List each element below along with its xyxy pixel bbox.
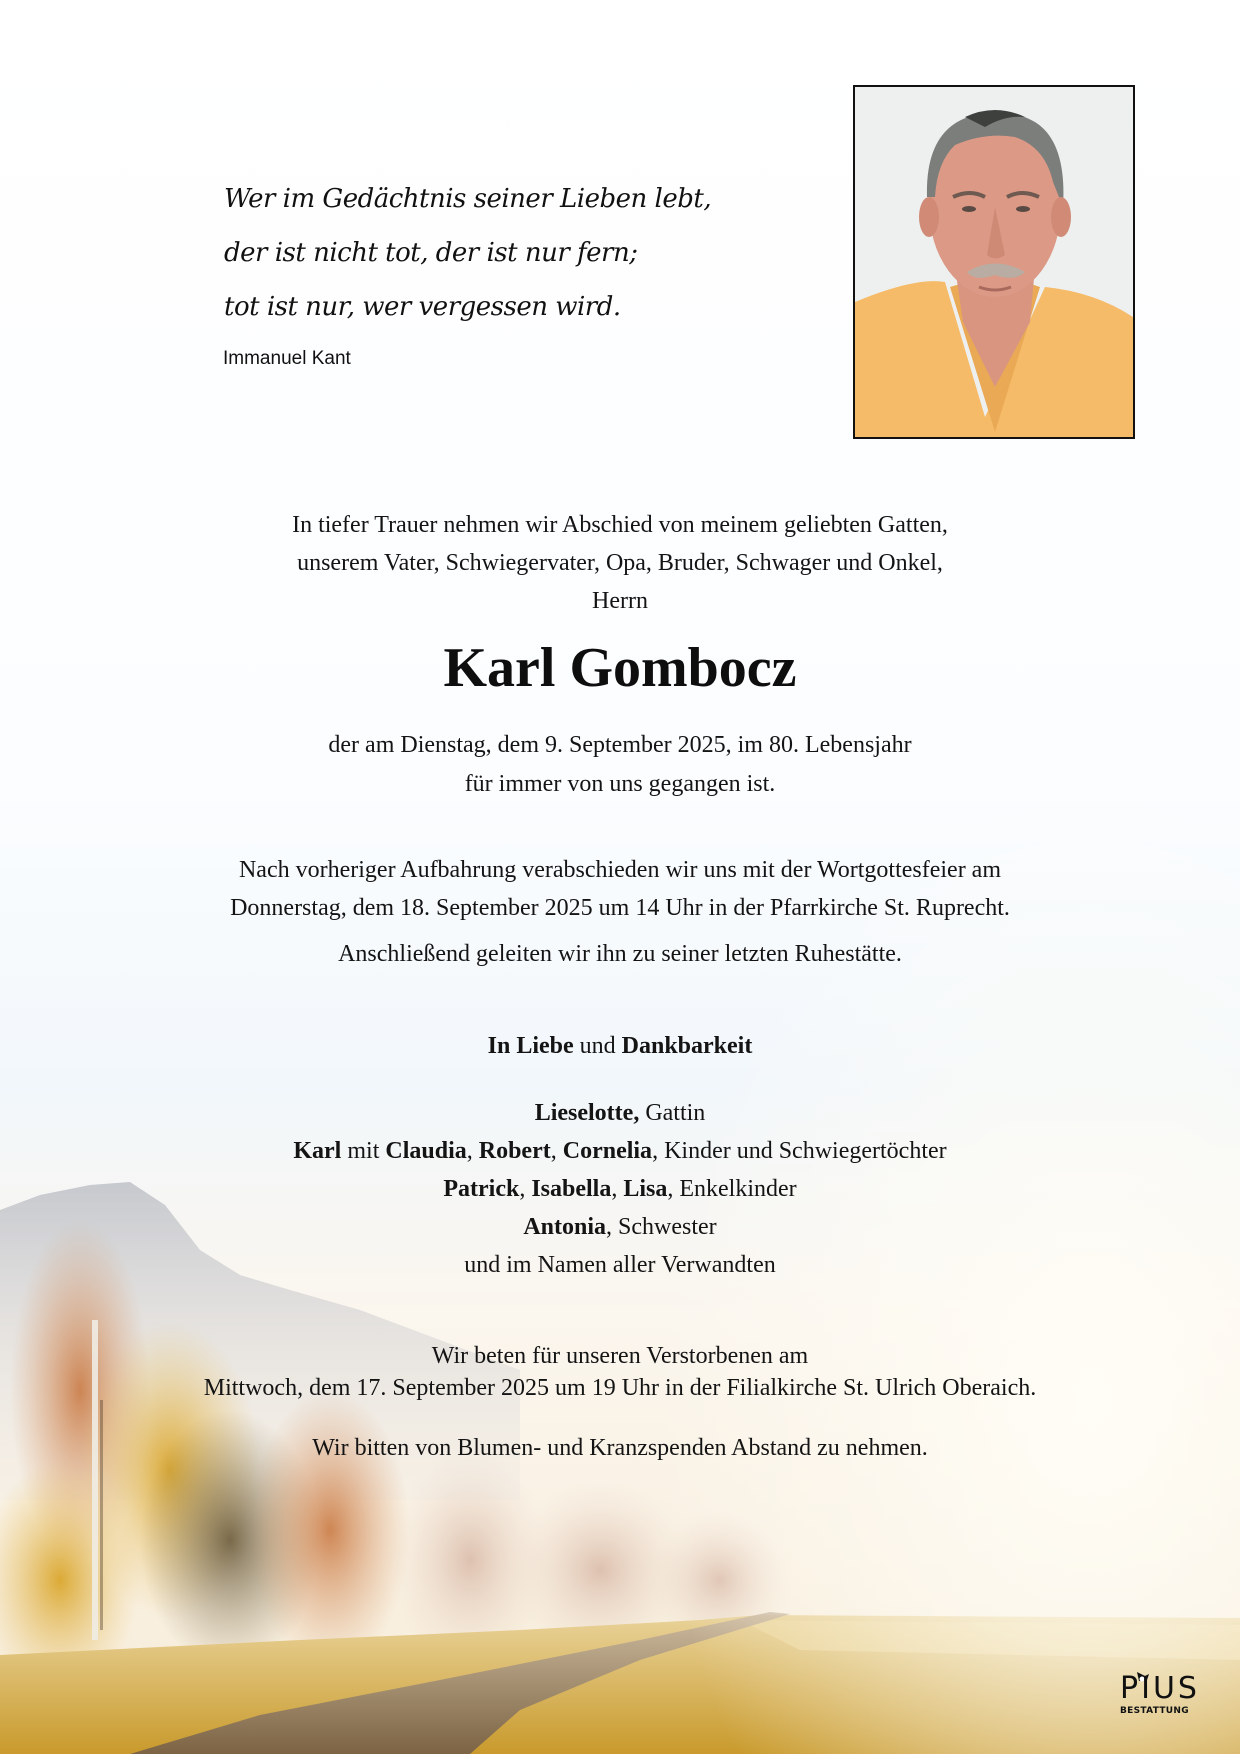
mourner-text: ,: [519, 1176, 532, 1202]
pius-bestattung-logo: [1118, 1668, 1202, 1720]
heading-text: und: [573, 1033, 622, 1059]
mourner-role: , Schwester: [606, 1214, 717, 1240]
mourner-children: [0, 1138, 1240, 1165]
deceased-name: Karl Gombocz: [443, 637, 797, 699]
mourner-name: Lieselotte,: [534, 1100, 640, 1126]
mourner-name: Antonia: [523, 1214, 607, 1240]
mourner-text: mit: [341, 1138, 386, 1164]
mourner-grandchildren: [0, 1176, 1240, 1203]
funeral-line: Anschließend geleiten wir ihn zu seiner letzten Ruhestätte.: [338, 941, 902, 967]
portrait-photo: [853, 85, 1135, 439]
logo-brand: PIUS: [1120, 1671, 1200, 1706]
mourner-role: , Enkelkinder: [667, 1176, 797, 1202]
mourner-role: , Kinder und Schwiegertöchter: [652, 1138, 947, 1164]
flowers-note: Wir bitten von Blumen- und Kranzspenden Abstand zu nehmen.: [312, 1435, 928, 1461]
quote-author: Immanuel Kant: [223, 348, 351, 369]
funeral-line: Nach vorheriger Aufbahrung verabschieden wir uns mit der Wortgottesfeier am: [238, 857, 1002, 883]
mourner-name: Isabella: [531, 1176, 612, 1202]
mourner-name: Claudia: [385, 1138, 467, 1164]
mourner-text: ,: [611, 1176, 624, 1202]
heading-bold: Dankbarkeit: [621, 1033, 753, 1059]
logo-subtitle: BESTATTUNG: [1120, 1706, 1189, 1716]
mourner-name: Patrick: [443, 1176, 520, 1202]
mourners-heading: [0, 1033, 1240, 1060]
mourner-text: ,: [466, 1138, 479, 1164]
mourner-role: Gattin: [639, 1100, 706, 1126]
mourner-sister: [0, 1214, 1240, 1241]
mourner-name: Lisa: [623, 1176, 668, 1202]
mourner-spouse: [0, 1100, 1240, 1127]
mourner-name: Karl: [293, 1138, 342, 1164]
intro-line: unserem Vater, Schwiegervater, Opa, Bruder, Schwager und Onkel,: [297, 550, 943, 576]
heading-bold: In Liebe: [487, 1033, 574, 1059]
prayer-line: Wir beten für unseren Verstorbenen am: [431, 1343, 809, 1369]
death-line: der am Dienstag, dem 9. September 2025, im 80. Lebensjahr: [328, 732, 912, 758]
quote-line: tot ist nur, wer vergessen wird.: [224, 292, 621, 322]
intro-line: Herrn: [592, 588, 648, 614]
funeral-line: Donnerstag, dem 18. September 2025 um 14 Uhr in der Pfarrkirche St. Ruprecht.: [230, 895, 1010, 921]
quote-line: der ist nicht tot, der ist nur fern;: [224, 238, 638, 268]
quote-line: Wer im Gedächtnis seiner Lieben lebt,: [224, 184, 712, 214]
prayer-line: Mittwoch, dem 17. September 2025 um 19 Uhr in der Filialkirche St. Ulrich Oberaich.: [203, 1375, 1037, 1401]
portrait-illustration: [855, 87, 1133, 437]
death-line: für immer von uns gegangen ist.: [464, 771, 776, 797]
mourner-name: Robert: [478, 1138, 551, 1164]
mourner-text: ,: [550, 1138, 563, 1164]
intro-line: In tiefer Trauer nehmen wir Abschied von meinem geliebten Gatten,: [292, 512, 948, 538]
mourner-name: Cornelia: [562, 1138, 653, 1164]
mourner-relatives: und im Namen aller Verwandten: [464, 1252, 776, 1278]
